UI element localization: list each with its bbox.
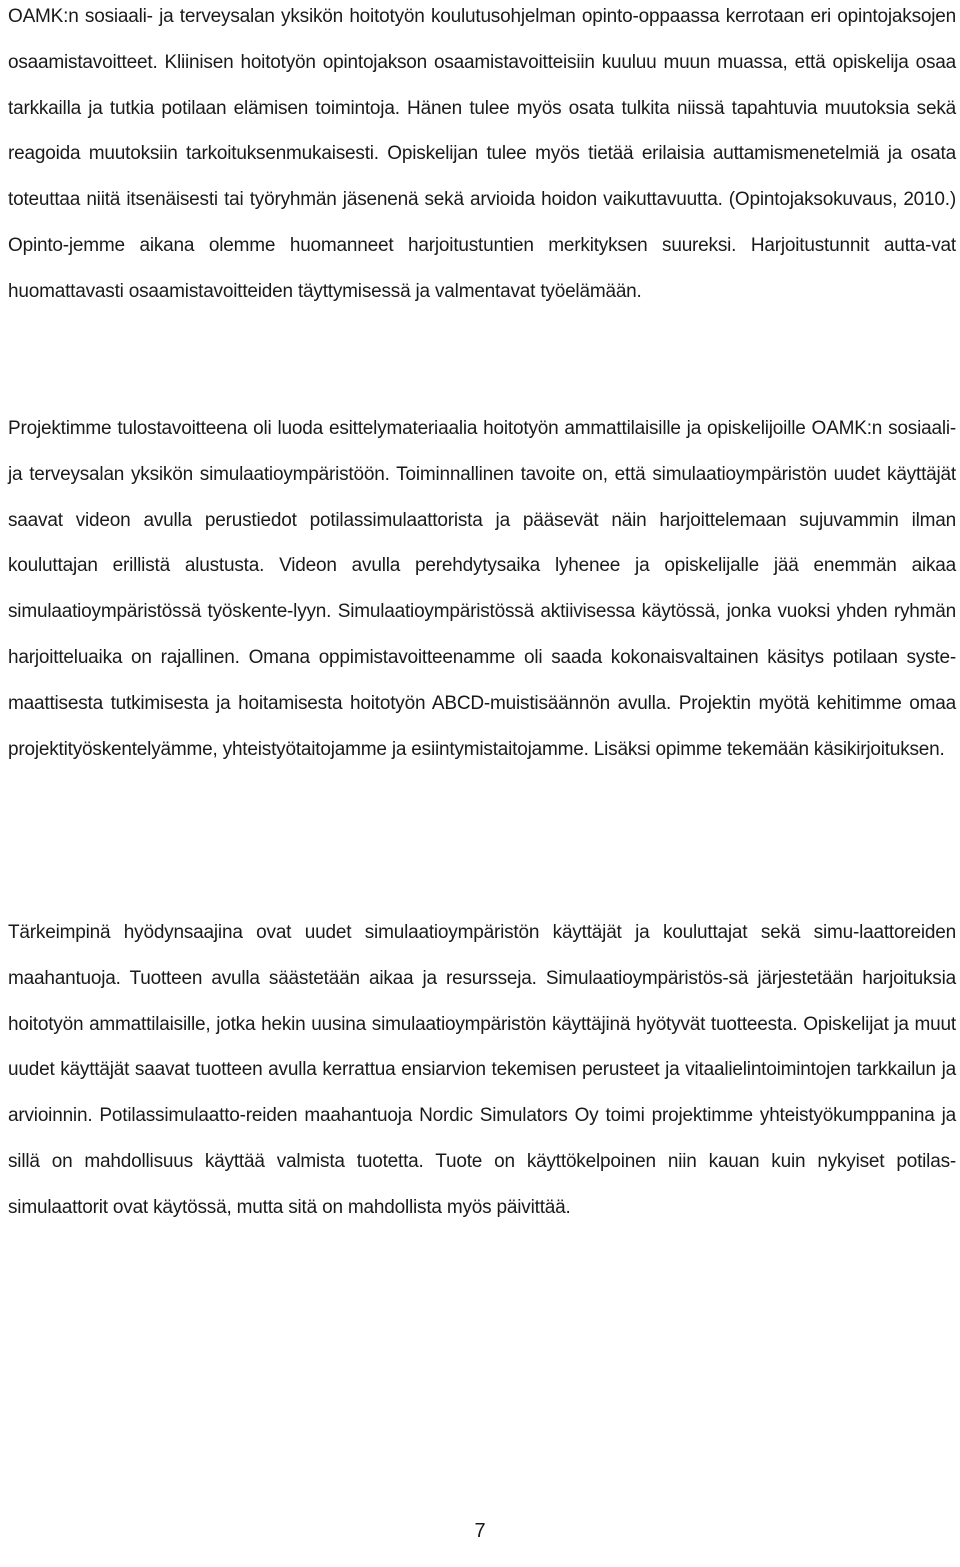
paragraph-learning-objectives: OAMK:n sosiaali- ja terveysalan yksikön hoitotyön koulutusohjelman opinto-oppaassa kerrotaan eri opintojaksojen osaamistavoitteet. Kliinisen hoitotyön opintojakson osaamistavoitteisiin kuuluu muun muassa, että opiskelija osaa tarkkailla ja tutkia potilaan elämisen toimintoja. Hänen tulee myös osata tulkita niissä tapahtuvia muutoksia sekä reagoida muutoksiin tarkoituksenmukaisesti. Opiskelijan tulee myös tietää erilaisia auttamismenetelmiä ja osata toteuttaa niitä itsenäisesti tai työryhmän jäsenenä sekä arvioida hoidon vaikuttavuutta. (Opintojaksokuvaus, 2010.) Opinto-jemme aikana olemme huomanneet harjoitustuntien merkityksen suureksi. Harjoitustunnit autta-vat huomattavasti osaamistavoitteiden täyttymisessä ja valmentavat työelämään. (8, 6, 956, 302)
paragraph-beneficiaries: Tärkeimpinä hyödynsaajina ovat uudet simulaatioympäristön käyttäjät ja kouluttajat sekä simu-laattoreiden maahantuoja. Tuotteen avulla säästetään aikaa ja resursseja. Simulaatioympäristös-sä järjestetään harjoituksia hoitotyön ammattilaisille, jotka hekin uusina simulaatioympäristön käyttäjinä hyötyvät tuotteesta. Opiskelijat ja muut uudet käyttäjät saavat tuotteen avulla kerrattua ensiarvion tekemisen perusteet ja vitaalielintoimintojen tarkkailun ja arvioinnin. Potilassimulaatto-reiden maahantuoja Nordic Simulators Oy toimi projektimme yhteistyökumppanina ja sillä on mahdollisuus käyttää valmista tuotetta. Tuote on käyttökelpoinen niin kauan kuin nykyiset potilas-simulaattorit ovat käytössä, mutta sitä on mahdollista myös päivittää. (8, 922, 956, 1218)
paragraph-project-goals: Projektimme tulostavoitteena oli luoda esittelymateriaalia hoitotyön ammattilaisille ja opiskelijoille OAMK:n sosiaali- ja terveysalan yksikön simulaatioympäristöön. Toiminnallinen tavoite on, että simulaatioympäristön uudet käyttäjät saavat videon avulla perustiedot potilassimulaattorista ja pääsevät näin harjoittelemaan sujuvammin ilman kouluttajan erillistä alustusta. Videon avulla perehdytysaika lyhenee ja opiskelijalle jää enemmän aikaa simulaatioympäristössä työskente-lyyn. Simulaatioympäristössä aktiivisessa käytössä, jonka vuoksi yhden ryhmän harjoitteluaika on rajallinen. Omana oppimistavoitteenamme oli saada kokonaisvaltainen käsitys potilaan syste-maattisesta tutkimisesta ja hoitamisesta hoitotyön ABCD-muistisäännön avulla. Projektin myötä kehitimme omaa projektityöskentelyämme, yhteistyötaitojamme ja esiintymistaitojamme. Lisäksi opimme tekemään käsikirjoituksen. (8, 418, 956, 760)
page-number: 7 (474, 1520, 486, 1542)
